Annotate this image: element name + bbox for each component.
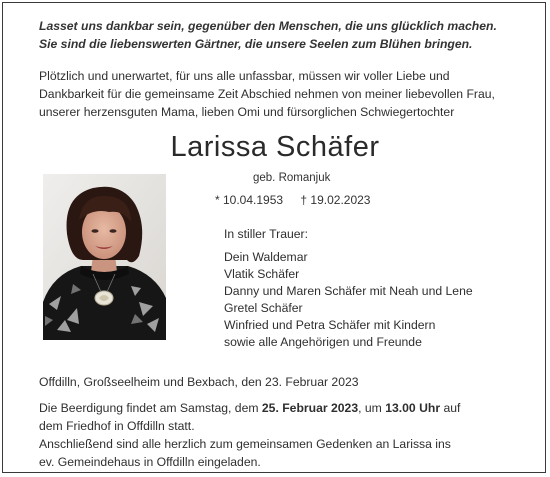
funeral-time: 13.00 Uhr <box>385 401 441 415</box>
maiden-name: geb. Romanjuk <box>253 172 331 184</box>
funeral-line <box>39 399 539 417</box>
life-dates <box>215 193 384 207</box>
mourners-heading: In stiller Trauer: <box>224 227 308 241</box>
place-and-date: Offdilln, Großseelheim und Bexbach, den 23. Februar 2023 <box>39 375 359 389</box>
intro-line: unserer herzensguten Mama, lieben Omi und fürsorglichen Schwiegertochter <box>39 105 455 119</box>
death-date: † 19.02.2023 <box>300 193 371 207</box>
quote-line: Sie sind die liebenswerten Gärtner, die unsere Seelen zum Blühen bringen. <box>39 37 473 51</box>
mourner-name: sowie alle Angehörigen und Freunde <box>224 335 422 349</box>
intro-text <box>39 67 539 121</box>
funeral-details <box>39 399 539 471</box>
mourners-list <box>224 226 473 351</box>
funeral-line: ev. Gemeindehaus in Offdilln eingeladen. <box>39 455 261 469</box>
portrait-photo <box>43 174 166 340</box>
funeral-text: auf <box>440 401 461 415</box>
mourner-name: Winfried und Petra Schäfer mit Kindern <box>224 318 436 332</box>
funeral-text: , um <box>358 401 386 415</box>
obituary-notice <box>2 2 546 473</box>
portrait-image <box>43 174 166 340</box>
birth-date: * 10.04.1953 <box>215 193 284 207</box>
funeral-date: 25. Februar 2023 <box>261 401 359 415</box>
funeral-line: dem Friedhof in Offdilln statt. <box>39 419 195 433</box>
funeral-line: Anschließend sind alle herzlich zum gemeinsamen Gedenken an Larissa ins <box>39 437 451 451</box>
intro-line: Dankbarkeit für die gemeinsame Zeit Abschied nehmen von meiner liebevollen Frau, <box>39 87 495 101</box>
mourner-name: Gretel Schäfer <box>224 301 303 315</box>
intro-line: Plötzlich und unerwartet, für uns alle unfassbar, müssen wir voller Liebe und <box>39 69 450 83</box>
deceased-name: Larissa Schäfer <box>170 131 380 163</box>
mourner-name: Vlatik Schäfer <box>224 267 300 281</box>
quote-line: Lasset uns dankbar sein, gegenüber den Menschen, die uns glücklich machen. <box>39 19 497 33</box>
mourner-name: Danny und Maren Schäfer mit Neah und Lene <box>224 284 473 298</box>
funeral-text: Die Beerdigung findet am Samstag, dem <box>39 401 262 415</box>
mourner-name: Dein Waldemar <box>224 250 308 264</box>
memorial-quote <box>39 17 529 53</box>
